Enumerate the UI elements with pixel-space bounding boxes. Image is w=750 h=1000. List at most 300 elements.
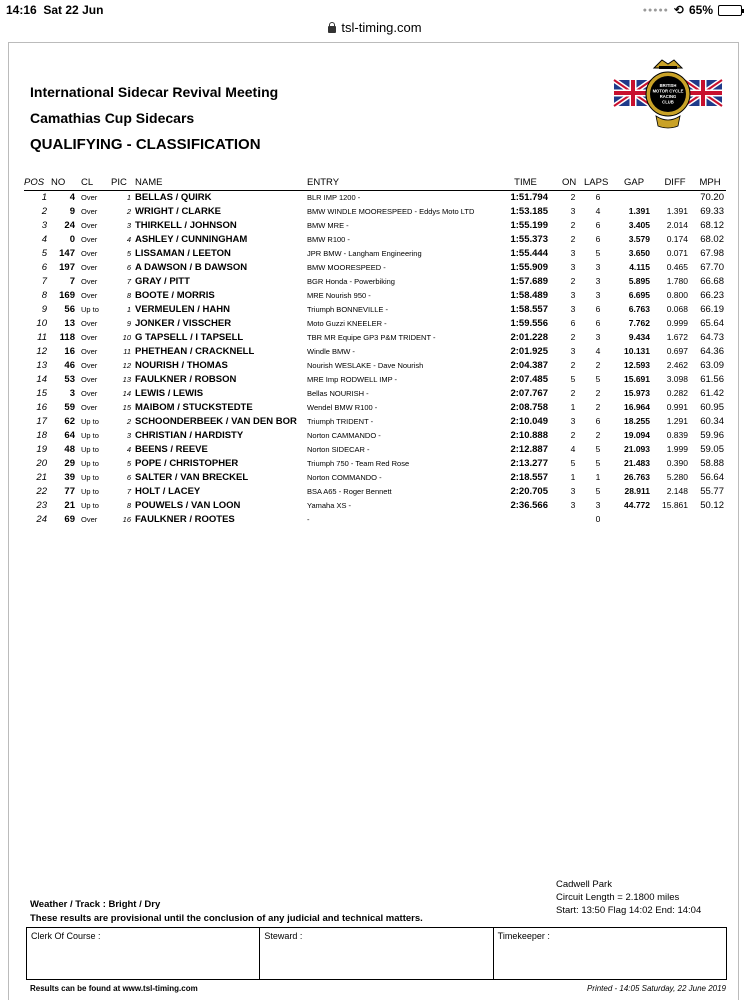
col-laps: LAPS bbox=[584, 176, 612, 190]
cell-time: 2:20.705 bbox=[510, 485, 548, 497]
cell-diff: 0.071 bbox=[666, 248, 688, 258]
cell-gap: 44.772 bbox=[624, 500, 650, 510]
cell-gap bbox=[612, 190, 656, 204]
cell-gap: 3.650 bbox=[628, 248, 650, 258]
logo-line-3: RACING bbox=[659, 94, 677, 99]
cell-name: FAULKNER / ROOTES bbox=[135, 513, 235, 525]
cell-cl: Over bbox=[81, 234, 98, 244]
cell-pic: 6 bbox=[126, 262, 131, 272]
cell-laps: 6 bbox=[595, 304, 601, 314]
table-row bbox=[24, 386, 726, 400]
cell-mph: 60.34 bbox=[700, 415, 724, 427]
table-row bbox=[24, 302, 726, 316]
cell-on: 3 bbox=[570, 290, 576, 300]
cell-cl: Over bbox=[81, 290, 98, 300]
cell-laps: 3 bbox=[595, 332, 601, 342]
cell-pic: 3 bbox=[126, 430, 131, 440]
cell-cl: Up to bbox=[81, 500, 99, 510]
cell-pic: 3 bbox=[126, 220, 131, 230]
cell-time: 2:12.887 bbox=[510, 443, 548, 455]
cell-cl: Up to bbox=[81, 304, 99, 314]
cell-entry: Bellas NOURISH - bbox=[307, 388, 369, 398]
cell-diff: 2.014 bbox=[666, 220, 688, 230]
cell-entry: Wendel BMW R100 - bbox=[307, 402, 378, 412]
table-row bbox=[24, 190, 726, 204]
cell-mph bbox=[694, 512, 726, 526]
cell-pic: 8 bbox=[126, 500, 131, 510]
cell-pos: 2 bbox=[41, 205, 47, 217]
cell-cl: Over bbox=[81, 192, 98, 202]
cell-mph: 50.12 bbox=[700, 499, 724, 511]
cell-pos: 6 bbox=[41, 261, 47, 273]
cell-on: 2 bbox=[570, 234, 576, 244]
col-no: NO bbox=[51, 176, 81, 190]
cell-time: 1:59.556 bbox=[510, 317, 548, 329]
cell-cl: Over bbox=[81, 318, 98, 328]
cell-on: 3 bbox=[570, 346, 576, 356]
cell-name: MAIBOM / STUCKSTEDTE bbox=[135, 401, 253, 413]
cell-time: 1:55.373 bbox=[510, 233, 548, 245]
cell-diff: 5.280 bbox=[666, 472, 688, 482]
cell-name: BOOTE / MORRIS bbox=[135, 289, 215, 301]
table-row bbox=[24, 274, 726, 288]
col-time: TIME bbox=[489, 176, 562, 190]
cell-laps: 2 bbox=[595, 430, 601, 440]
cell-name: GRAY / PITT bbox=[135, 275, 190, 287]
cell-on: 1 bbox=[570, 472, 576, 482]
cell-mph: 68.12 bbox=[700, 219, 724, 231]
cell-entry: BMW MRE - bbox=[307, 220, 349, 230]
cell-name: G TAPSELL / I TAPSELL bbox=[135, 331, 244, 343]
table-row bbox=[24, 344, 726, 358]
cell-mph: 59.05 bbox=[700, 443, 724, 455]
cell-no: 48 bbox=[64, 443, 75, 455]
cell-diff: 0.390 bbox=[666, 458, 688, 468]
cell-time: 2:18.557 bbox=[510, 471, 548, 483]
timekeeper-signature: Timekeeper : bbox=[497, 931, 550, 941]
table-row bbox=[24, 358, 726, 372]
cell-on: 2 bbox=[570, 332, 576, 342]
cell-time: 1:57.689 bbox=[510, 275, 548, 287]
cell-name: LISSAMAN / LEETON bbox=[135, 247, 231, 259]
cell-laps: 1 bbox=[595, 472, 601, 482]
cell-time: 2:10.049 bbox=[510, 415, 548, 427]
cell-on: 3 bbox=[570, 248, 576, 258]
circuit-length: Circuit Length = 2.1800 miles bbox=[556, 892, 680, 903]
cell-time: 1:53.185 bbox=[510, 205, 548, 217]
cell-pic: 2 bbox=[126, 206, 131, 216]
cell-pos: 16 bbox=[36, 401, 47, 413]
cell-pos: 23 bbox=[36, 499, 47, 511]
cell-laps: 6 bbox=[595, 220, 601, 230]
table-row bbox=[24, 442, 726, 456]
table-row bbox=[24, 470, 726, 484]
cell-time: 2:36.566 bbox=[510, 499, 548, 511]
cell-gap: 19.094 bbox=[624, 430, 650, 440]
cell-cl: Over bbox=[81, 374, 98, 384]
cell-pic: 8 bbox=[126, 290, 131, 300]
cell-gap: 16.964 bbox=[624, 402, 650, 412]
weather-info bbox=[30, 898, 423, 926]
cell-gap: 15.691 bbox=[624, 374, 650, 384]
cell-cl: Over bbox=[81, 332, 98, 342]
col-mph: MPH bbox=[694, 176, 726, 190]
cell-on: 6 bbox=[570, 318, 576, 328]
cell-entry: BLR IMP 1200 - bbox=[307, 192, 361, 202]
cell-gap: 18.255 bbox=[624, 416, 650, 426]
cell-no: 4 bbox=[69, 191, 75, 203]
cell-diff: 0.068 bbox=[666, 304, 688, 314]
cell-entry: BMW R100 - bbox=[307, 234, 350, 244]
club-logo bbox=[612, 54, 724, 136]
cell-pic: 7 bbox=[126, 486, 131, 496]
cell-laps: 6 bbox=[595, 192, 601, 203]
cell-mph: 65.64 bbox=[700, 317, 724, 329]
cell-mph: 58.88 bbox=[700, 457, 724, 469]
cell-laps: 3 bbox=[595, 276, 601, 286]
cell-entry: JPR BMW - Langham Engineering bbox=[307, 248, 422, 258]
cell-pic: 9 bbox=[126, 318, 131, 328]
cell-on: 2 bbox=[570, 276, 576, 286]
cell-pic: 4 bbox=[126, 234, 131, 244]
cell-time: 1:58.557 bbox=[510, 303, 548, 315]
cell-no: 53 bbox=[64, 373, 75, 385]
battery-percent: 65% bbox=[688, 3, 713, 17]
printed-timestamp: Printed - 14:05 Saturday, 22 June 2019 bbox=[586, 984, 726, 993]
cell-pic: 5 bbox=[126, 248, 131, 258]
cell-entry: Norton COMMANDO - bbox=[307, 472, 382, 482]
cell-no: 39 bbox=[64, 471, 75, 483]
cell-on bbox=[562, 512, 584, 526]
rotation-lock-icon: ⟲ bbox=[673, 3, 684, 17]
cell-diff bbox=[656, 512, 694, 526]
cell-no: 7 bbox=[69, 275, 75, 287]
cell-time: 2:07.485 bbox=[510, 373, 548, 385]
cell-pos: 3 bbox=[41, 219, 47, 231]
col-pos: POS bbox=[24, 176, 51, 190]
cell-time: 1:51.794 bbox=[510, 191, 548, 203]
cell-time: 1:55.444 bbox=[510, 247, 548, 259]
table-row bbox=[24, 260, 726, 274]
cell-cl: Over bbox=[81, 206, 98, 216]
cell-cl: Up to bbox=[81, 416, 99, 426]
cell-mph: 61.56 bbox=[700, 373, 724, 385]
cell-laps: 5 bbox=[595, 458, 601, 468]
cell-cl: Up to bbox=[81, 486, 99, 496]
cell-entry: BGR Honda - Powerbiking bbox=[307, 276, 395, 286]
race-title: Camathias Cup Sidecars bbox=[30, 110, 195, 126]
cell-gap: 6.763 bbox=[628, 304, 650, 314]
circuit-info bbox=[556, 878, 701, 917]
cell-diff: 0.465 bbox=[666, 262, 688, 272]
cell-pos: 14 bbox=[36, 373, 47, 385]
cell-entry: Triumph 750 - Team Red Rose bbox=[307, 458, 410, 468]
cell-time bbox=[489, 512, 562, 526]
cell-entry: Windle BMW - bbox=[307, 346, 355, 356]
cell-gap: 7.762 bbox=[628, 318, 650, 328]
cell-gap: 12.593 bbox=[624, 360, 650, 370]
cell-cl: Over bbox=[81, 402, 98, 412]
cell-no: 16 bbox=[64, 345, 75, 357]
table-header bbox=[24, 176, 726, 190]
cell-diff: 0.991 bbox=[666, 402, 688, 412]
cell-entry: Norton SIDECAR - bbox=[307, 444, 370, 454]
cell-no: 46 bbox=[64, 359, 75, 371]
table-row bbox=[24, 330, 726, 344]
cell-no: 147 bbox=[59, 247, 75, 259]
table-row bbox=[24, 456, 726, 470]
cell-pos: 15 bbox=[36, 387, 47, 399]
cell-mph: 69.33 bbox=[700, 205, 724, 217]
status-bar bbox=[0, 0, 750, 20]
cell-gap: 3.405 bbox=[628, 220, 650, 230]
cell-no: 0 bbox=[69, 233, 75, 245]
cell-cl: Over bbox=[81, 220, 98, 230]
cell-mph: 67.98 bbox=[700, 247, 724, 259]
cell-diff: 3.098 bbox=[666, 374, 688, 384]
cell-mph: 60.95 bbox=[700, 401, 724, 413]
cell-name: BEENS / REEVE bbox=[135, 443, 208, 455]
cell-cl: Over bbox=[81, 248, 98, 258]
cell-pos: 20 bbox=[36, 457, 47, 469]
session-title: QUALIFYING - CLASSIFICATION bbox=[30, 136, 261, 153]
cell-pic: 10 bbox=[122, 332, 131, 342]
cell-pos: 4 bbox=[41, 233, 47, 245]
cell-no: 56 bbox=[64, 303, 75, 315]
cell-diff: 15.861 bbox=[662, 500, 688, 510]
cell-pos: 8 bbox=[41, 289, 47, 301]
cell-pic: 7 bbox=[126, 276, 131, 286]
cell-mph: 56.64 bbox=[700, 471, 724, 483]
table-row bbox=[24, 372, 726, 386]
cell-name: SALTER / VAN BRECKEL bbox=[135, 471, 249, 483]
cell-entry: Moto Guzzi KNEELER - bbox=[307, 318, 387, 328]
cell-cl: Up to bbox=[81, 472, 99, 482]
status-right bbox=[643, 3, 742, 17]
cell-name: SCHOONDERBEEK / VAN DEN BOR bbox=[135, 415, 297, 427]
cell-time: 2:13.277 bbox=[510, 457, 548, 469]
url-bar[interactable] bbox=[0, 20, 750, 40]
cell-name: CHRISTIAN / HARDISTY bbox=[135, 429, 244, 441]
cell-time: 2:08.758 bbox=[510, 401, 548, 413]
cell-name: FAULKNER / ROBSON bbox=[135, 373, 237, 385]
cell-laps: 6 bbox=[595, 416, 601, 426]
signal-icon: ●●●●● bbox=[642, 6, 669, 14]
clerk-signature: Clerk Of Course : bbox=[27, 928, 260, 979]
cell-cl: Up to bbox=[81, 458, 99, 468]
cell-on: 5 bbox=[570, 458, 576, 468]
cell-diff: 1.291 bbox=[666, 416, 688, 426]
cell-gap bbox=[612, 512, 656, 526]
cell-entry: MRE Imp RODWELL IMP - bbox=[307, 374, 398, 384]
cell-pos: 19 bbox=[36, 443, 47, 455]
cell-time: 1:55.199 bbox=[510, 219, 548, 231]
cell-laps: 5 bbox=[595, 248, 601, 258]
table-row bbox=[24, 414, 726, 428]
cell-pic: 4 bbox=[126, 444, 131, 454]
cell-laps: 4 bbox=[595, 206, 601, 216]
results-table bbox=[24, 176, 726, 526]
weather-track: Weather / Track : Bright / Dry bbox=[30, 899, 161, 910]
cell-on: 3 bbox=[570, 206, 576, 216]
cell-gap: 1.391 bbox=[628, 206, 650, 216]
cell-no: 77 bbox=[64, 485, 75, 497]
cell-gap: 3.579 bbox=[628, 234, 650, 244]
cell-gap: 4.115 bbox=[629, 262, 650, 272]
cell-no: 29 bbox=[64, 457, 75, 469]
battery-icon bbox=[718, 5, 742, 16]
session-times: Start: 13:50 Flag 14:02 End: 14:04 bbox=[556, 905, 702, 916]
cell-no: 197 bbox=[59, 261, 75, 273]
cell-no: 62 bbox=[64, 415, 75, 427]
cell-laps: 3 bbox=[595, 262, 601, 272]
cell-gap: 26.763 bbox=[624, 472, 650, 482]
cell-gap: 10.131 bbox=[624, 346, 650, 356]
cell-cl: Over bbox=[81, 346, 98, 356]
cell-name: HOLT / LACEY bbox=[135, 485, 201, 497]
col-cl: CL bbox=[81, 176, 111, 190]
cell-on: 2 bbox=[570, 360, 576, 370]
cell-on: 2 bbox=[570, 388, 576, 398]
cell-mph: 59.96 bbox=[700, 429, 724, 441]
cell-time: 2:04.387 bbox=[510, 359, 548, 371]
cell-mph: 68.02 bbox=[700, 233, 724, 245]
cell-on: 3 bbox=[570, 416, 576, 426]
cell-entry: MRE Nourish 950 - bbox=[307, 290, 371, 300]
cell-mph: 66.23 bbox=[700, 289, 724, 301]
cell-cl: Over bbox=[81, 262, 98, 272]
cell-time: 2:01.925 bbox=[510, 345, 548, 357]
signature-box bbox=[26, 927, 727, 980]
cell-laps: 3 bbox=[595, 500, 601, 510]
cell-time: 2:10.888 bbox=[510, 429, 548, 441]
cell-diff: 0.839 bbox=[666, 430, 688, 440]
cell-time: 1:58.489 bbox=[510, 289, 548, 301]
cell-pos: 7 bbox=[41, 275, 47, 287]
cell-laps: 6 bbox=[595, 234, 601, 244]
cell-mph: 64.36 bbox=[700, 345, 724, 357]
cell-pos: 22 bbox=[36, 485, 47, 497]
cell-mph: 67.70 bbox=[700, 261, 724, 273]
cell-gap: 21.483 bbox=[624, 458, 650, 468]
steward-signature: Steward : bbox=[260, 928, 493, 979]
col-pic: PIC bbox=[111, 176, 135, 190]
table-row bbox=[24, 316, 726, 330]
cell-cl: Up to bbox=[81, 430, 99, 440]
logo-line-4: CLUB bbox=[662, 99, 674, 105]
table-row bbox=[24, 498, 726, 512]
col-name: NAME bbox=[135, 176, 307, 190]
cell-no: 169 bbox=[59, 289, 75, 301]
cell-pos: 9 bbox=[41, 303, 47, 315]
cell-no: 69 bbox=[64, 513, 75, 525]
logo-line-1: BRITISH bbox=[659, 83, 677, 88]
cell-pic: 1 bbox=[126, 304, 131, 314]
cell-entry: BMW MOORESPEED - bbox=[307, 262, 386, 272]
cell-pic: 6 bbox=[126, 472, 131, 482]
cell-entry: Yamaha XS - bbox=[307, 500, 352, 510]
cell-cl: Up to bbox=[81, 444, 99, 454]
cell-pic: 16 bbox=[122, 514, 131, 524]
cell-laps: 4 bbox=[595, 346, 601, 356]
table-row bbox=[24, 288, 726, 302]
cell-on: 2 bbox=[570, 192, 576, 203]
cell-diff bbox=[656, 190, 694, 204]
cell-entry: TBR MR Equipe GP3 P&M TRIDENT - bbox=[307, 332, 436, 342]
table-row bbox=[24, 246, 726, 260]
cell-diff: 1.391 bbox=[666, 206, 688, 216]
cell-laps: 3 bbox=[595, 290, 601, 300]
cell-pic: 13 bbox=[122, 374, 131, 384]
cell-gap: 28.911 bbox=[624, 486, 650, 496]
cell-on: 4 bbox=[570, 444, 576, 454]
cell-on: 3 bbox=[570, 486, 576, 496]
cell-diff: 0.697 bbox=[666, 346, 688, 356]
cell-pos: 12 bbox=[36, 345, 47, 357]
meeting-title: International Sidecar Revival Meeting bbox=[30, 84, 279, 100]
cell-diff: 0.174 bbox=[666, 234, 688, 244]
cell-name: BELLAS / QUIRK bbox=[135, 191, 212, 203]
logo-line-2: MOTOR CYCLE bbox=[652, 88, 684, 94]
cell-pic: 12 bbox=[122, 360, 131, 370]
circuit-name: Cadwell Park bbox=[556, 879, 612, 890]
cell-laps: 5 bbox=[595, 486, 601, 496]
cell-mph: 66.68 bbox=[700, 275, 724, 287]
table-row bbox=[24, 218, 726, 232]
cell-mph: 61.42 bbox=[700, 387, 724, 399]
cell-no: 9 bbox=[69, 205, 75, 217]
cell-entry: BMW WINDLE MOORESPEED - Eddys Moto LTD bbox=[307, 206, 475, 216]
cell-laps: 6 bbox=[595, 318, 601, 328]
cell-pos: 13 bbox=[36, 359, 47, 371]
cell-on: 5 bbox=[570, 374, 576, 384]
cell-no: 118 bbox=[59, 331, 75, 343]
cell-pos: 1 bbox=[41, 191, 47, 203]
cell-name: PHETHEAN / CRACKNELL bbox=[135, 345, 255, 357]
table-row bbox=[24, 204, 726, 218]
cell-gap: 5.895 bbox=[628, 276, 650, 286]
cell-mph: 70.20 bbox=[700, 191, 724, 203]
cell-pic: 15 bbox=[122, 402, 131, 412]
cell-name: NOURISH / THOMAS bbox=[135, 359, 228, 371]
lock-icon bbox=[328, 26, 336, 33]
cell-entry: BSA A65 - Roger Bennett bbox=[307, 486, 392, 496]
table-row bbox=[24, 232, 726, 246]
cell-pic: 5 bbox=[126, 458, 131, 468]
col-entry: ENTRY bbox=[307, 176, 489, 190]
cell-entry: Triumph TRIDENT - bbox=[307, 416, 374, 426]
table-row bbox=[24, 512, 726, 526]
cell-diff: 2.462 bbox=[666, 360, 688, 370]
cell-diff: 0.800 bbox=[666, 290, 688, 300]
cell-no: 24 bbox=[64, 219, 75, 231]
cell-on: 3 bbox=[570, 262, 576, 272]
club-crest-icon bbox=[646, 60, 690, 128]
cell-diff: 0.999 bbox=[666, 318, 688, 328]
cell-pic: 11 bbox=[123, 346, 131, 356]
cell-laps: 0 bbox=[595, 514, 601, 524]
cell-entry: Triumph BONNEVILLE - bbox=[307, 304, 388, 314]
cell-mph: 55.77 bbox=[700, 485, 724, 497]
cell-pic: 14 bbox=[122, 388, 131, 398]
cell-gap: 9.434 bbox=[628, 332, 650, 342]
cell-pic: 2 bbox=[126, 416, 131, 426]
cell-no: 21 bbox=[64, 499, 75, 511]
cell-mph: 64.73 bbox=[700, 331, 724, 343]
cell-name: POPE / CHRISTOPHER bbox=[135, 457, 239, 469]
table-row bbox=[24, 428, 726, 442]
cell-no: 13 bbox=[64, 317, 75, 329]
